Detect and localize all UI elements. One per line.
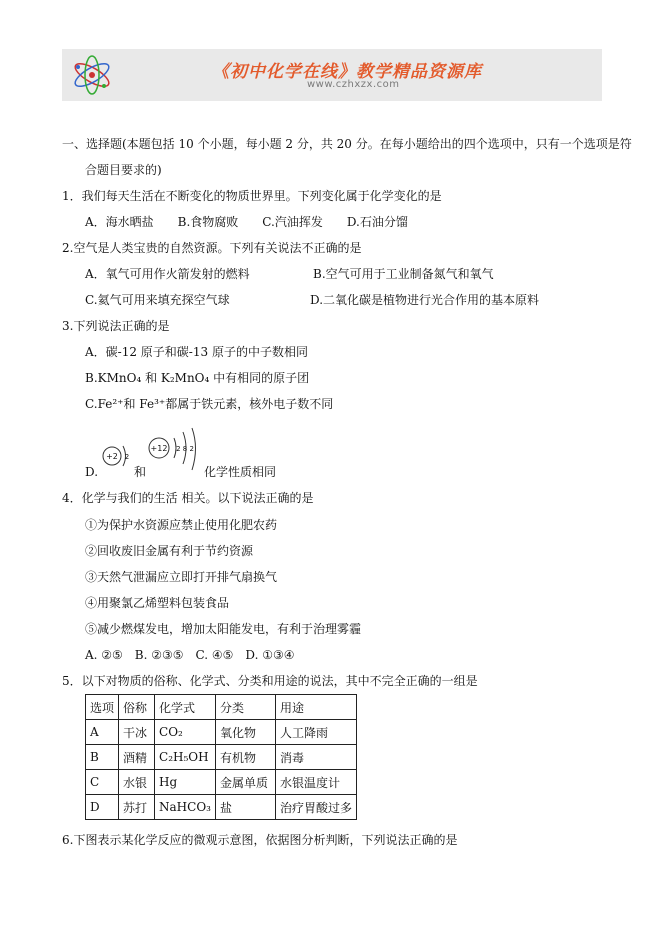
question-3-option-d-and: 和	[134, 465, 147, 479]
table-cell: 苏打	[119, 795, 155, 820]
table-row	[86, 795, 357, 820]
question-3-option-b: B.KMnO₄ 和 K₂MnO₄ 中有相同的原子团	[85, 371, 310, 385]
table-cell: C	[86, 770, 119, 795]
question-3-option-d-suffix: 化学性质相同	[204, 465, 277, 479]
question-6-stem: 6.下图表示某化学反应的微观示意图，依据图分析判断，下列说法正确的是	[62, 833, 458, 847]
table-row	[86, 745, 357, 770]
question-1-options: A．海水晒盐 B.食物腐败 C.汽油挥发 D.石油分馏	[85, 215, 408, 229]
banner-url: www.czhxzx.com	[307, 79, 400, 90]
question-2-option-d: D.二氧化碳是植物进行光合作用的基本原料	[310, 293, 540, 307]
atom1-nucleus: +2	[106, 452, 118, 461]
table-cell: C₂H₅OH	[155, 745, 216, 770]
table-header-cell: 分类	[215, 695, 275, 720]
table-cell: 消毒	[275, 745, 356, 770]
question-4-item: ⑤减少燃煤发电，增加太阳能发电，有利于治理雾霾	[85, 622, 362, 636]
banner-title: 《初中化学在线》教学精品资源库	[212, 62, 482, 82]
atom-logo-icon	[70, 53, 114, 97]
question-4-item: ③天然气泄漏应立即打开排气扇换气	[85, 570, 278, 584]
atom2-shell-electrons: 2 8 2	[176, 445, 194, 453]
table-cell: B	[86, 745, 119, 770]
question-1-stem: 1．我们每天生活在不断变化的物质世界里。下列变化属于化学变化的是	[62, 189, 442, 203]
question-3-option-a: A．碳-12 原子和碳-13 原子的中子数相同	[85, 345, 308, 359]
properties-table	[85, 694, 357, 820]
header-banner	[62, 49, 602, 101]
question-4-options: A. ②⑤ B. ②③⑤ C. ④⑤ D. ①③④	[85, 648, 295, 662]
table-header-cell: 选项	[86, 695, 119, 720]
question-3-option-d-prefix: D.	[85, 465, 99, 479]
atom2-nucleus: +12	[150, 444, 168, 453]
question-4-item: ①为保护水资源应禁止使用化肥农药	[85, 518, 278, 532]
magnesium-atom-diagram-icon	[146, 426, 204, 474]
table-row	[86, 720, 357, 745]
table-cell: CO₂	[155, 720, 216, 745]
table-row	[86, 770, 357, 795]
table-cell: 金属单质	[215, 770, 275, 795]
table-header-cell: 化学式	[155, 695, 216, 720]
section-heading-line1: 一、选择题(本题包括 10 个小题，每小题 2 分，共 20 分。在每小题给出的四个选项中，只有一个选项是符	[62, 137, 632, 151]
table-cell: A	[86, 720, 119, 745]
table-cell: 有机物	[215, 745, 275, 770]
section-heading-line2: 合题目要求的)	[85, 163, 162, 177]
table-cell: NaHCO₃	[155, 795, 216, 820]
table-header-row	[86, 695, 357, 720]
question-2-option-a: A．氧气可用作火箭发射的燃料	[85, 267, 250, 281]
table-header-cell: 用途	[275, 695, 356, 720]
table-cell: Hg	[155, 770, 216, 795]
table-cell: 水银温度计	[275, 770, 356, 795]
table-cell: 氧化物	[215, 720, 275, 745]
question-2-stem: 2.空气是人类宝贵的自然资源。下列有关说法不正确的是	[62, 241, 362, 255]
question-2-option-b: B.空气可用于工业制备氮气和氧气	[313, 267, 494, 281]
question-4-item: ②回收废旧金属有利于节约资源	[85, 544, 254, 558]
table-header-cell: 俗称	[119, 695, 155, 720]
table-cell: 酒精	[119, 745, 155, 770]
table-cell: 人工降雨	[275, 720, 356, 745]
table-cell: 水银	[119, 770, 155, 795]
atom1-shell-electrons: 2	[124, 453, 130, 461]
question-5-stem: 5．以下对物质的俗称、化学式、分类和用途的说法，其中不完全正确的一组是	[62, 674, 478, 688]
table-cell: 治疗胃酸过多	[275, 795, 356, 820]
question-4-item: ④用聚氯乙烯塑料包装食品	[85, 596, 230, 610]
question-2-option-c: C.氦气可用来填充探空气球	[85, 293, 230, 307]
table-cell: D	[86, 795, 119, 820]
question-3-stem: 3.下列说法正确的是	[62, 319, 170, 333]
question-4-stem: 4．化学与我们的生活 相关。以下说法正确的是	[62, 491, 314, 505]
table-cell: 干冰	[119, 720, 155, 745]
question-3-option-c: C.Fe²⁺和 Fe³⁺都属于铁元素，核外电子数不同	[85, 397, 334, 411]
table-cell: 盐	[215, 795, 275, 820]
helium-atom-diagram-icon	[100, 438, 130, 474]
